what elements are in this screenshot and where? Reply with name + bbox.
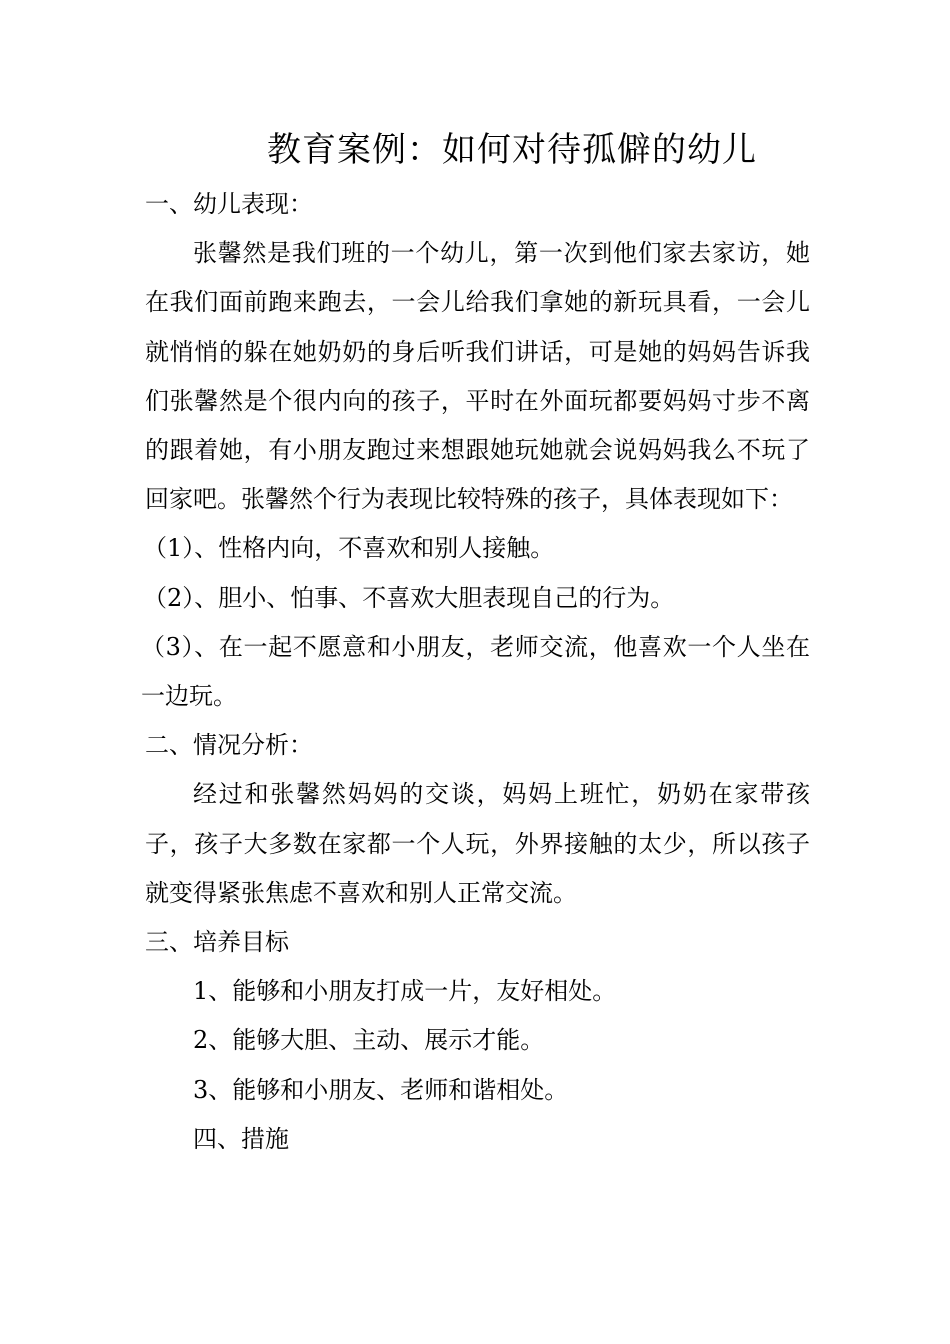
behavior-item-2: （2）、胆小、怕事、不喜欢大胆表现自己的行为。 bbox=[143, 583, 675, 612]
document-title: 教育案例：如何对待孤僻的幼儿 bbox=[267, 130, 757, 170]
behavior-item-3: （3）、在一起不愿意和小朋友，老师交流，他喜欢一个人坐在一边玩。 bbox=[141, 632, 810, 711]
section2-paragraph: 经过和张馨然妈妈的交谈，妈妈上班忙，奶奶在家带孩子，孩子大多数在家都一个人玩，外界接触的太少，所以孩子就变得紧张焦虑不喜欢和别人正常交流。 bbox=[145, 780, 810, 907]
goal-item-1: 1、能够和小朋友打成一片，友好相处。 bbox=[193, 977, 617, 1006]
section3-heading: 三、培养目标 bbox=[145, 928, 289, 957]
section2-heading: 二、情况分析： bbox=[145, 731, 313, 760]
section1-heading: 一、幼儿表现： bbox=[145, 190, 313, 218]
section4-heading: 四、措施 bbox=[193, 1124, 289, 1153]
goal-item-2: 2、能够大胆、主动、展示才能。 bbox=[193, 1026, 545, 1055]
behavior-item-1: （1）、性格内向，不喜欢和别人接触。 bbox=[143, 534, 555, 563]
section1-paragraph: 张馨然是我们班的一个幼儿，第一次到他们家去家访，她在我们面前跑来跑去，一会儿给我们拿她的新玩具看，一会儿就悄悄的躲在她奶奶的身后听我们讲话，可是她的妈妈告诉我们张馨然是个很内向的孩子，平时在外面玩都要妈妈寸步不离的跟着她，有小朋友跑过来想跟她玩她就会说妈妈我么不玩了回家吧。张馨然个行为表现比较特殊的孩子，具体表现如下： bbox=[145, 239, 810, 514]
document-body bbox=[141, 180, 810, 1164]
goal-item-3: 3、能够和小朋友、老师和谐相处。 bbox=[193, 1075, 569, 1104]
